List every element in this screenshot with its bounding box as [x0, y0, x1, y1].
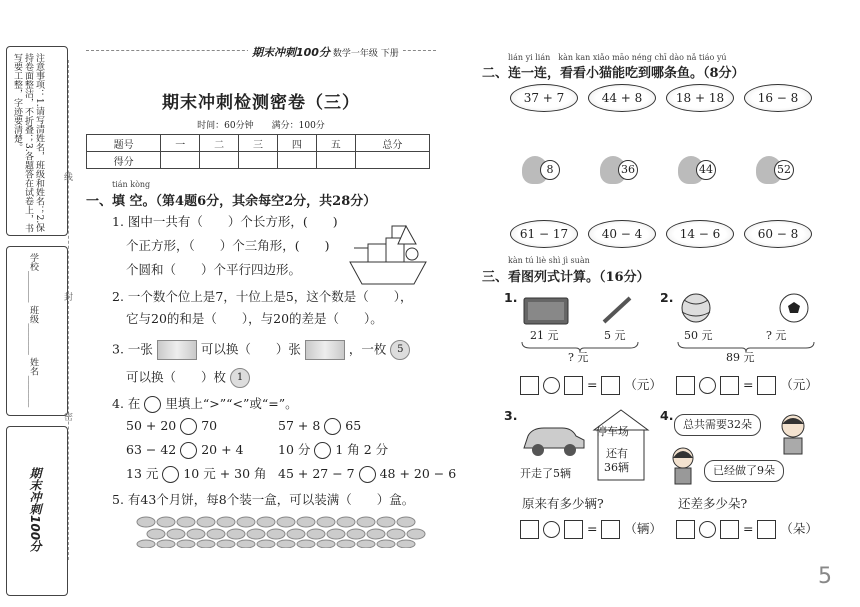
- fold-mark-line: 线: [64, 173, 74, 183]
- student-info-box: [6, 246, 68, 416]
- section1-pinyin: tián kòng: [112, 180, 151, 189]
- score-value-row: [87, 152, 430, 169]
- q1-line2: 个正方形，（ ）个三角形，( ): [126, 238, 330, 253]
- compare-right: 20 + 4: [201, 442, 244, 457]
- car-icon: [520, 418, 588, 460]
- page-title: 期末冲刺检测密卷（三）: [162, 93, 360, 113]
- answer-box[interactable]: [757, 376, 776, 395]
- notice-box: [6, 46, 68, 236]
- section2-pinyin: lián yi lián kàn kan xiǎo māo néng chī dào nǎ tiáo yú: [508, 53, 727, 62]
- score-cell: 一: [161, 135, 200, 152]
- compare-circle[interactable]: [314, 442, 331, 459]
- compare-5: [126, 466, 267, 483]
- compare-circle[interactable]: [324, 418, 341, 435]
- equals-sign: =: [586, 377, 598, 392]
- compare-right: 65: [345, 418, 362, 433]
- p2-price-b: ? 元: [766, 329, 787, 342]
- score-cell: 得分: [87, 152, 161, 169]
- cat-3[interactable]: [678, 152, 722, 186]
- answer-box[interactable]: [720, 376, 739, 395]
- p1-total: ? 元: [568, 351, 589, 364]
- q1-line1: 1. 图中一共有（ ）个长方形，( ): [112, 214, 338, 229]
- operator-circle[interactable]: [699, 521, 716, 538]
- operator-circle[interactable]: [699, 377, 716, 394]
- boy-icon: [776, 412, 810, 456]
- p4-num: 4.: [660, 408, 674, 423]
- unit-label: （辆）: [624, 521, 662, 536]
- coin-icon: 5: [390, 340, 410, 360]
- score-cell: 四: [277, 135, 316, 152]
- p1-equation: [520, 376, 662, 395]
- fish-top-1[interactable]: 37 + 7: [510, 84, 578, 112]
- compare-circle[interactable]: [162, 466, 179, 483]
- score-input-cell[interactable]: [200, 152, 239, 169]
- p2-total: 89 元: [726, 351, 755, 364]
- equals-sign: =: [586, 521, 598, 536]
- q3-text-c: ，一枚: [348, 341, 387, 357]
- score-input-cell[interactable]: [316, 152, 355, 169]
- p4-bubble2: 已经做了9朵: [704, 460, 784, 482]
- compare-left: 10 分: [278, 442, 311, 457]
- score-input-cell[interactable]: [355, 152, 429, 169]
- p1-num: 1.: [504, 290, 518, 305]
- unit-label: （元）: [780, 377, 818, 392]
- banknote-icon: [157, 340, 197, 360]
- cat-number: 8: [540, 160, 560, 180]
- fold-line: [68, 60, 69, 560]
- unit-label: （朵）: [780, 521, 818, 536]
- equals-sign: =: [742, 521, 754, 536]
- balls-figure: [676, 290, 816, 328]
- compare-right: 48 + 20 − 6: [379, 466, 457, 481]
- fold-mark-secret: 密: [64, 413, 74, 423]
- fish-bottom-4[interactable]: 60 − 8: [744, 220, 812, 248]
- p3-equation: [520, 520, 662, 539]
- answer-box[interactable]: [757, 520, 776, 539]
- q2-line2: 它与20的和是（ ），与20的差是（ ）。: [126, 311, 383, 326]
- section3-heading: 三、看图列式计算。（16分）: [482, 270, 650, 285]
- compare-circle[interactable]: [180, 442, 197, 459]
- cat-2[interactable]: [600, 152, 644, 186]
- answer-box[interactable]: [601, 520, 620, 539]
- equals-sign: =: [742, 377, 754, 392]
- score-table: [86, 134, 430, 169]
- score-header-row: [87, 135, 430, 152]
- fish-top-3[interactable]: 18 + 18: [666, 84, 734, 112]
- q4-instruction: [112, 396, 298, 413]
- q4-text-b: 里填上“>”“<”或“=”。: [165, 396, 298, 411]
- p3-question: 原来有多少辆?: [522, 496, 604, 511]
- fish-top-2[interactable]: 44 + 8: [588, 84, 656, 112]
- answer-box[interactable]: [520, 520, 539, 539]
- fish-top-4[interactable]: 16 − 8: [744, 84, 812, 112]
- p3-left-text: 开走了5辆: [520, 467, 571, 480]
- fold-mark-seal: 封: [64, 293, 74, 303]
- answer-box[interactable]: [564, 376, 583, 395]
- score-cell: 二: [200, 135, 239, 152]
- cat-number: 36: [618, 160, 638, 180]
- q5-text: 5. 有43个月饼，每8个装一盒，可以装满（ ）盒。: [112, 492, 415, 507]
- compare-left: 13 元: [126, 466, 159, 481]
- student-fields: 学校_______ 班级_______ 姓名_______: [28, 253, 38, 408]
- score-input-cell[interactable]: [239, 152, 278, 169]
- section1-heading: 一、填 空。（第4题6分，其余每空2分，共28分）: [86, 194, 377, 209]
- compare-6: [278, 466, 456, 483]
- compare-left: 45 + 27 − 7: [278, 466, 355, 481]
- compare-2: [278, 418, 361, 435]
- p2-num: 2.: [660, 290, 674, 305]
- header-brand: [248, 44, 403, 60]
- compare-left: 50 + 20: [126, 418, 177, 433]
- brand-box: [6, 426, 68, 596]
- score-cell: 题号: [87, 135, 161, 152]
- shapes-boat-figure: [346, 218, 430, 290]
- q4-text-a: 4. 在: [112, 396, 141, 411]
- compare-circle: [144, 396, 161, 413]
- brand-logo: 期末冲刺100分: [28, 467, 42, 553]
- p2-price-a: 50 元: [684, 329, 713, 342]
- answer-box[interactable]: [676, 376, 695, 395]
- operator-circle[interactable]: [543, 521, 560, 538]
- answer-box[interactable]: [564, 520, 583, 539]
- fish-bottom-1[interactable]: 61 − 17: [510, 220, 578, 248]
- section3-pinyin: kàn tú liè shì jì suàn: [508, 256, 590, 265]
- q1-line3: 个圆和（ ）个平行四边形。: [126, 262, 302, 277]
- p4-equation: [676, 520, 818, 539]
- compare-left: 63 − 42: [126, 442, 177, 457]
- fish-bottom-3[interactable]: 14 − 6: [666, 220, 734, 248]
- q3-text-b: 可以换（ ）张: [200, 341, 301, 357]
- compare-4: [278, 442, 388, 459]
- exam-meta: 时间：60分钟 满分：100分: [197, 121, 325, 131]
- score-cell: 五: [316, 135, 355, 152]
- compare-right: 1 角 2 分: [335, 442, 389, 457]
- score-cell: 三: [239, 135, 278, 152]
- section2-heading: 二、连一连，看看小猫能吃到哪条鱼。（8分）: [482, 66, 745, 81]
- compare-right: 10 元 + 30 角: [183, 466, 267, 481]
- girl-icon: [668, 446, 698, 486]
- p3-number: [504, 408, 517, 424]
- p4-bubble1: 总共需要32朵: [674, 414, 761, 436]
- mooncakes-figure: [136, 514, 426, 548]
- coin-icon: 1: [230, 368, 250, 388]
- binding-strip: [6, 46, 70, 556]
- header-subject: 数学一年级 下册: [332, 49, 399, 59]
- compare-1: [126, 418, 217, 435]
- q3-text-d: 可以换（ ）枚: [126, 369, 227, 385]
- answer-box[interactable]: [601, 376, 620, 395]
- p1-price-a: 21 元: [530, 329, 559, 342]
- cat-1[interactable]: [522, 152, 566, 186]
- q3-text-a: 3. 一张: [112, 341, 153, 357]
- fish-bottom-2[interactable]: 40 − 4: [588, 220, 656, 248]
- p1-price-b: 5 元: [604, 329, 626, 342]
- p4-number: [660, 408, 673, 424]
- book-pen-figure: [520, 292, 640, 328]
- q3-line2: [126, 368, 250, 388]
- answer-box[interactable]: [720, 520, 739, 539]
- compare-left: 57 + 8: [278, 418, 321, 433]
- p4-question: 还差多少朵?: [678, 496, 748, 511]
- p3-sign: 停车场: [596, 425, 629, 438]
- compare-circle[interactable]: [359, 466, 376, 483]
- compare-right: 70: [201, 418, 218, 433]
- compare-circle[interactable]: [180, 418, 197, 435]
- p2-equation: [676, 376, 818, 395]
- compare-3: [126, 442, 243, 459]
- p1-number: [504, 290, 517, 306]
- cat-4[interactable]: [756, 152, 800, 186]
- unit-label: （元）: [624, 377, 662, 392]
- cat-number: 52: [774, 160, 794, 180]
- header-brand-logo: 期末冲刺100分: [252, 46, 330, 59]
- score-input-cell[interactable]: [277, 152, 316, 169]
- cat-number: 44: [696, 160, 716, 180]
- p3-num: 3.: [504, 408, 518, 423]
- score-input-cell[interactable]: [161, 152, 200, 169]
- q3-line1: [112, 340, 410, 360]
- answer-box[interactable]: [520, 376, 539, 395]
- operator-circle[interactable]: [543, 377, 560, 394]
- notice-text: 注意事项：1.请写清姓名，班级和姓名；2.保持卷面整洁，不折叠；3.各题答在试卷上，书写要工整，字迹要清楚。: [12, 53, 44, 233]
- score-cell: 总分: [355, 135, 429, 152]
- page-number: 5: [818, 564, 832, 589]
- p2-number: [660, 290, 673, 306]
- p3-right-l1: 还有: [606, 447, 628, 460]
- answer-box[interactable]: [676, 520, 695, 539]
- banknote-icon: [305, 340, 345, 360]
- q2-line1: 2. 一个数个位上是7，十位上是5，这个数是（ ），: [112, 289, 413, 304]
- p3-right-l2: 36辆: [604, 461, 629, 474]
